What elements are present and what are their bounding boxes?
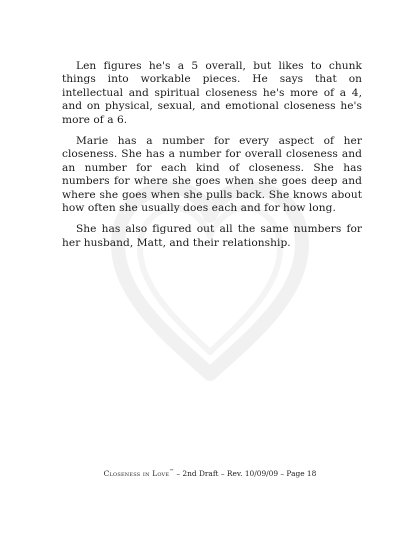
footer-revision-info: – 2nd Draft – Rev. 10/09/09 – Page 18 <box>174 469 317 478</box>
paragraph-len: Len figures he's a 5 overall, but likes to chunk things into workable pieces. He says that on intellectual and spiritual closeness he's more of a 4, and on physical, sexual, and emotional closeness he's more of a 6. <box>62 60 362 126</box>
paragraph-marie: Marie has a number for every aspect of her closeness. She has a number for overall closeness and an number for each kind of closeness. She has numbers for where she goes when she goes deep and where she goes when she pulls back. She knows about how often she usually does each and for how long. <box>62 135 362 215</box>
footer-trademark: ™ <box>169 469 175 475</box>
body-text <box>62 60 362 258</box>
paragraph-matt: She has also figured out all the same numbers for her husband, Matt, and their relationship. <box>62 223 362 249</box>
page-footer <box>0 469 420 478</box>
footer-book-title: Closeness in Love <box>103 469 170 478</box>
